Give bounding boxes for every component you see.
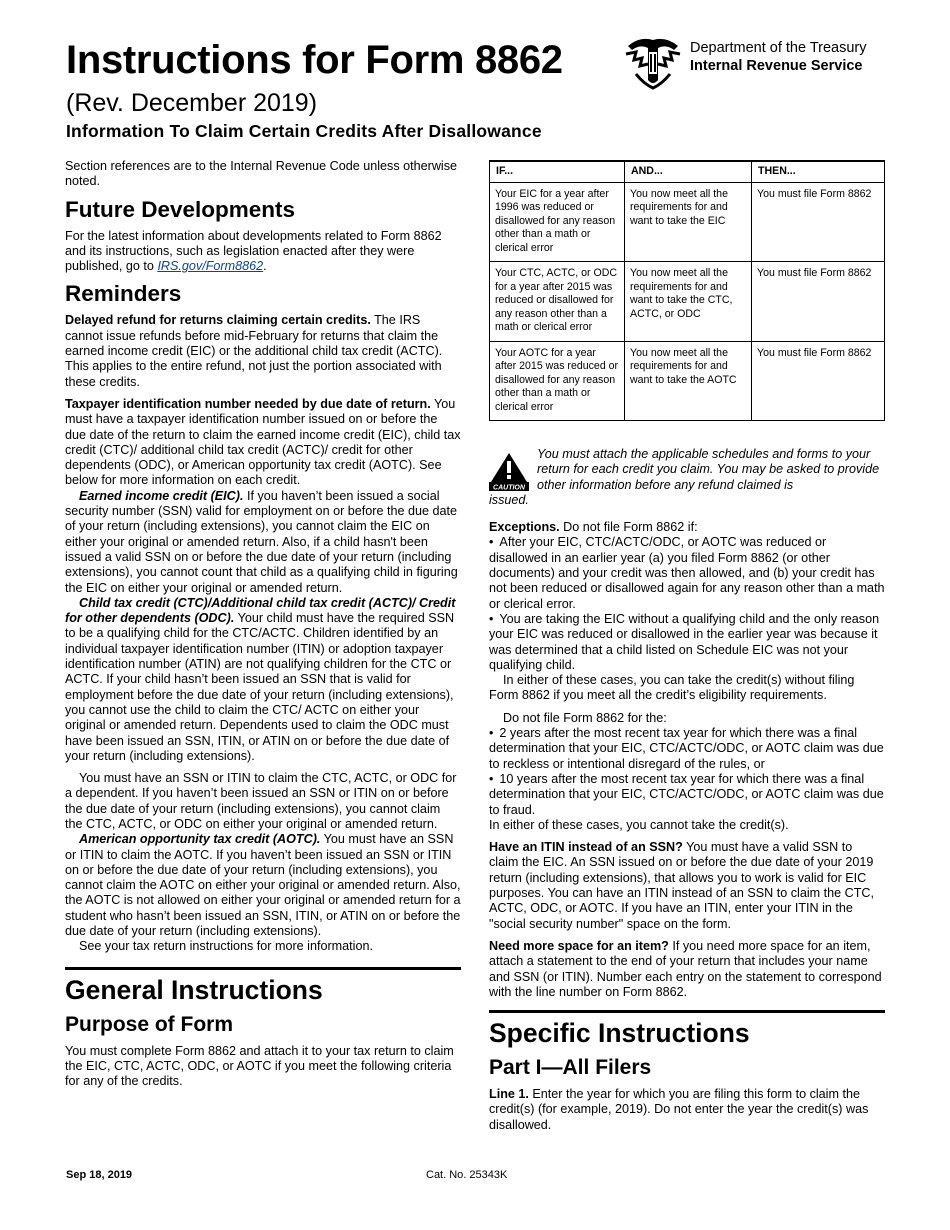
revision-date: (Rev. December 2019) <box>66 89 318 117</box>
table-header-then: THEN... <box>752 161 885 182</box>
tin-paragraph: Taxpayer identification number needed by due date of return. You must have a taxpayer identification number issued on or before the due date of the return to claim the earned income credit (EIC), child tax credit (CTC)/ additional child tax credit (ACTC)/ credit for other dependents (ODC), or American opportunity tax credit (AOTC). See below for more information on each credit. <box>65 396 461 488</box>
table-row <box>490 341 885 421</box>
caution-label: CAUTION <box>493 484 525 491</box>
exceptions-bullet-2: • You are taking the EIC without a qualifying child and the only reason your EIC was reduced or disallowed in the earlier year was because it was determined that a child listed on Schedule EIC was not your qualifying child. <box>489 612 885 673</box>
page-subtitle: Information To Claim Certain Credits After Disallowance <box>66 121 542 141</box>
irs-eagle-logo-icon <box>622 34 684 90</box>
delayed-refund-paragraph: Delayed refund for returns claiming certain credits. The IRS cannot issue refunds before mid-February for returns that claim the earned income credit (EIC) or the additional child tax credit (ACTC). This applies to the entire refund, not just the portion associated with these credits. <box>65 313 443 389</box>
purpose-of-form-heading: Purpose of Form <box>65 1012 234 1036</box>
general-instructions-heading: General Instructions <box>65 967 461 1006</box>
reminders-heading: Reminders <box>65 281 182 307</box>
footer-catalog-number: Cat. No. 25343K <box>426 1169 508 1181</box>
table-cell: Your EIC for a year after 1996 was reduced or disallowed for any reason other than a math or clerical error <box>490 182 625 262</box>
page-title: Instructions for Form 8862 <box>66 38 563 82</box>
specific-instructions-heading: Specific Instructions <box>489 1010 885 1049</box>
left-column <box>65 159 461 1097</box>
itin-paragraph: Have an ITIN instead of an SSN? You must have a valid SSN to claim the EIC. An SSN issued on or before the due date of your 2019 return (including extensions), that allows you to work is valid for EIC purposes. You can have an ITIN instead of an SSN to claim the CTC, ACTC, ODC, or AOTC. If you have an ITIN, enter your ITIN in the "social security number" space on the form. <box>489 840 875 931</box>
do-not-file-bullet-2: • 10 years after the most recent tax year for which there was a final determination that your EIC, CTC/ACTC/ODC, or AOTC claim was due to fraud. <box>489 772 885 818</box>
do-not-file-text: Do not file Form 8862 for the: <box>503 710 667 725</box>
agency-department: Department of the Treasury <box>690 40 867 56</box>
table-cell: You must file Form 8862 <box>752 341 885 421</box>
table-cell: Your AOTC for a year after 2015 was reduced or disallowed for any reason other than a math or clerical error <box>490 341 625 421</box>
line-1-paragraph: Line 1. Enter the year for which you are filing this form to claim the credit(s) (for example, 2019). Do not enter the year the credit(s) was disallowed. <box>489 1087 869 1132</box>
caution-warning-icon <box>489 451 529 491</box>
table-row <box>490 262 885 342</box>
purpose-text: You must complete Form 8862 and attach it to your tax return to claim the EIC, CTC, ACTC, ODC, or AOTC if you meet the following criteria for any of the credits. <box>65 1043 454 1089</box>
part-1-heading: Part I—All Filers <box>489 1056 652 1080</box>
exceptions-bullet-1: • After your EIC, CTC/ACTC/ODC, or AOTC was reduced or disallowed in an earlier year (a) you filed Form 8862 (or other documents) and your credit was then allowed, and (b) your credit has not been reduced or disallowed again for any reason other than a math or clerical error. <box>489 535 885 611</box>
right-column <box>489 160 885 1140</box>
more-space-paragraph: Need more space for an item? If you need more space for an item, attach a statement to the end of your return that includes your name and SSN (or ITIN). Number each entry on the statement to correspond with the line number on Form 8862. <box>489 938 882 999</box>
do-not-file-bullet-1: • 2 years after the most recent tax year for which there was a final determination that your EIC, CTC/ACTC/ODC, or AOTC claim was due to reckless or intentional disregard of the rules, or <box>489 726 885 772</box>
see-instructions-text: See your tax return instructions for more information. <box>79 939 373 954</box>
table-cell: Your CTC, ACTC, or ODC for a year after 2015 was reduced or disallowed for any reason other than a math or clerical error <box>490 262 625 342</box>
intro-text: Section references are to the Internal Revenue Code unless otherwise noted. <box>65 159 458 189</box>
table-cell: You now meet all the requirements for and want to take the AOTC <box>625 341 752 421</box>
aotc-paragraph: American opportunity tax credit (AOTC). You must have an SSN or ITIN to claim the AOTC. If you haven’t been issued an SSN or ITIN on or before the due date of your return (including extensions), you cannot claim the AOTC on either your original or amended return. Also, the AOTC is not allowed on either your original or amended return for a student who hasn’t been issued an SSN, ITIN, or ATIN on or before the due date of your return (including extensions). <box>65 832 461 939</box>
either-cases-cannot-text: In either of these cases, you cannot take the credit(s). <box>489 817 789 832</box>
table-row <box>490 182 885 262</box>
table-cell: You now meet all the requirements for and want to take the EIC <box>625 182 752 262</box>
future-developments-text: For the latest information about developments related to Form 8862 and its instructions, such as legislation enacted after they were published, go to IRS.gov/Form8862. <box>65 228 442 274</box>
future-developments-heading: Future Developments <box>65 196 296 222</box>
table-cell: You must file Form 8862 <box>752 182 885 262</box>
table-header-and: AND... <box>625 161 752 182</box>
table-cell: You must file Form 8862 <box>752 262 885 342</box>
agency-irs: Internal Revenue Service <box>690 58 863 74</box>
eic-paragraph: Earned income credit (EIC). If you haven’t been issued a social security number (SSN) valid for employment on or before the due date of your return (including extensions), you cannot claim the EIC on either your original or amended return. Also, if a child hasn't been issued a valid SSN on or before the due date of your return (including extensions), you cannot count that child as a qualifying child in figuring the EIC on either your original or amended return. <box>65 488 458 595</box>
table-header-row <box>490 161 885 182</box>
caution-note: CAUTION You must attach the applicable schedules and forms to your return for each credit you claim. You may be asked to provide other information before any refund claimed is issued. <box>489 447 880 507</box>
irs-form8862-link[interactable]: IRS.gov/Form8862 <box>157 259 264 274</box>
ctc-paragraph: Child tax credit (CTC)/Additional child tax credit (ACTC)/ Credit for other dependents (ODC). Your child must have the required SSN to be a qualifying child for the CTC/ACTC. Children identified by an individual taxpayer identification number (ITIN) or adoption taxpayer identification number (ATIN) are not qualifying children for the CTC or ACTC. If your child hasn’t been issued an SSN that is valid for employment before the due date of your return (including extensions), you cannot use the child to claim the CTC/ ACTC on either your original or amended return. Dependents used to claim the ODC must have been issued an SSN, ITIN, or ATIN on or before the due date of your return (including extensions). <box>65 595 456 763</box>
either-cases-text: In either of these cases, you can take the credit(s) without filing Form 8862 if you meet all the credit’s eligibility requirements. <box>489 673 855 703</box>
ssn-itin-paragraph: You must have an SSN or ITIN to claim the CTC, ACTC, or ODC for a dependent. If you haven’t been issued an SSN or ITIN on or before the due date of your return (including extensions), you cannot claim the CTC, ACTC, or ODC on either your original or amended return. <box>65 771 457 831</box>
footer-date: Sep 18, 2019 <box>66 1169 133 1181</box>
table-header-if: IF... <box>490 161 625 182</box>
table-cell: You now meet all the requirements for and want to take the CTC, ACTC, or ODC <box>625 262 752 342</box>
agency-block <box>622 34 892 90</box>
if-and-then-table <box>489 160 885 421</box>
exceptions-paragraph: Exceptions. Do not file Form 8862 if: <box>489 520 698 535</box>
